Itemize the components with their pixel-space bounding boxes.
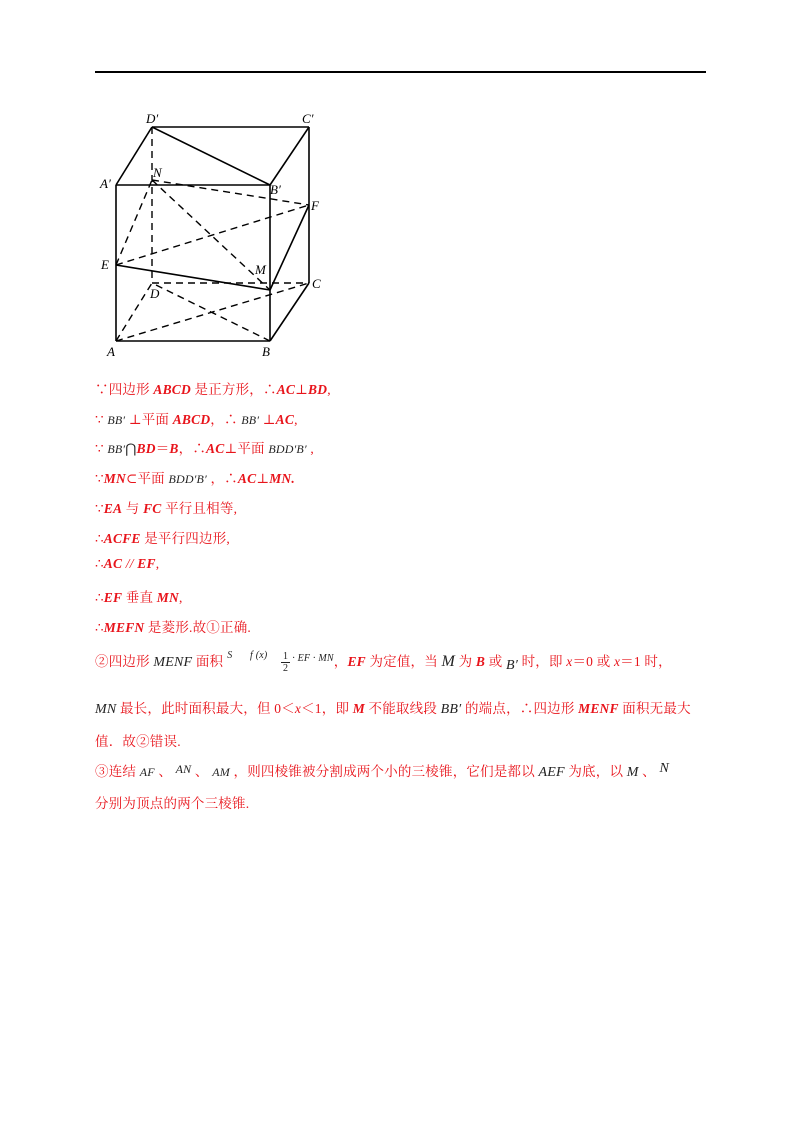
solution-line-5: ∵EA 与 FC 平行且相等, (95, 501, 238, 516)
cube-figure (95, 105, 335, 365)
label-E: E (101, 257, 109, 272)
edge-CprimeBprime (270, 127, 309, 185)
label-B: B (262, 344, 270, 359)
solution-line-7: ∴AC // EF, (95, 556, 160, 571)
label-D: D (150, 286, 160, 301)
solution-line-3: ∵ BB′⋂BD＝B，∴AC⊥平面 BDD′B′ , (95, 441, 314, 456)
edge-AprimeDprime (116, 127, 152, 185)
edge-MF (270, 205, 309, 290)
label-A: A (107, 344, 115, 359)
solution-line-2: ∵ BB′ ⊥平面 ABCD，∴ BB′ ⊥AC, (95, 412, 298, 427)
edge-EF (116, 205, 309, 265)
solution-line-8: ∴EF 垂直 MN, (95, 590, 183, 605)
label-B-prime: B′ (270, 182, 281, 197)
edge-BC (270, 283, 309, 341)
header-rule (95, 71, 706, 73)
edge-AD (116, 283, 152, 341)
label-C-prime: C′ (302, 111, 314, 126)
label-F: F (311, 198, 319, 213)
solution-line-6: ∴ACFE 是平行四边形, (95, 531, 230, 546)
solution-line-11: MN 最长，此时面积最大，但 0＜x＜1，即 M 不能取线段 BB′ 的端点，∴四边形 MENF 面积无最大 (95, 701, 691, 717)
solution-line-13: ③连结 AF 、 AN 、 AM ，则四棱锥被分割成两个小的三棱锥，它们是都以 AEF 为底，以 M 、 N (95, 761, 669, 780)
label-C: C (312, 276, 321, 291)
label-M: M (255, 262, 266, 277)
solution-line-14: 分别为顶点的两个三棱锥. (95, 796, 250, 811)
solution-line-1: ∵四边形 ABCD 是正方形，∴AC⊥BD, (95, 382, 331, 397)
edge-BD (152, 283, 270, 341)
solution-line-9: ∴MEFN 是菱形.故①正确. (95, 620, 251, 635)
label-A-prime: A′ (100, 176, 111, 191)
solution-line-12: 值．故②错误. (95, 734, 181, 749)
edge-EN (116, 180, 152, 265)
solution-line-10: ②四边形 MENF 面积 $^S$ $^{f (x)}$ $\frac{1}{2}$ $^{\cdot EF \cdot MN}$，EF 为定值，当 M 为 B 或 B′ 时，即 x＝0 或 x＝1 时， (95, 650, 672, 675)
label-N: N (153, 165, 162, 180)
solution-line-4: ∵MN⊂平面 BDD′B′ ，∴AC⊥MN. (95, 471, 295, 486)
edge-DprimeBprime (152, 127, 270, 185)
edge-EM (116, 265, 270, 290)
label-D-prime: D′ (146, 111, 159, 126)
edge-NF (152, 180, 309, 205)
